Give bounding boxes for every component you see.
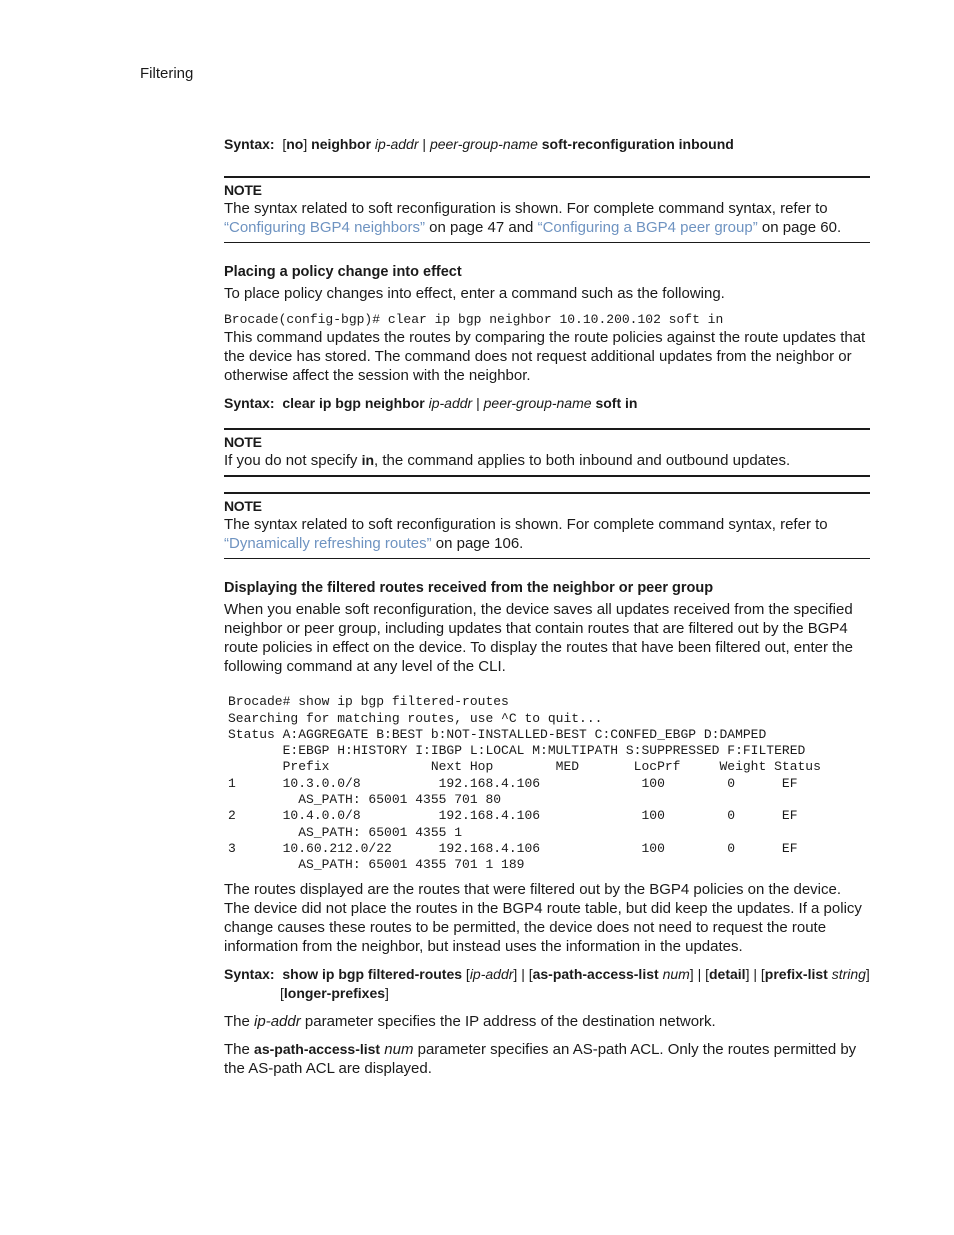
link-dynamically-refreshing-routes[interactable]: “Dynamically refreshing routes” [224,535,432,553]
note-label: NOTE [224,434,262,451]
note-body [224,199,870,237]
bracket: ] [745,965,750,982]
keyword-as-path-access-list: as-path-access-list [532,965,659,982]
bracket: ] [865,965,870,982]
note-text: If you do not specify [224,452,358,470]
param-peer-group-name: peer-group-name [483,395,592,412]
running-head: Filtering [140,65,194,82]
syntax-label: Syntax: [224,395,275,412]
pipe: | [521,965,525,982]
cli-line: E:EBGP H:HISTORY I:IBGP L:LOCAL M:MULTIPATH S:SUPPRESSED F:FILTERED [228,743,806,759]
keyword-clear-ip-bgp-neighbor: clear ip bgp neighbor [282,395,425,412]
syntax-label: Syntax: [224,136,275,152]
cli-line: AS_PATH: 65001 4355 1 [228,824,463,840]
syntax-show-ip-bgp-filtered-routes [224,965,870,1003]
section-heading: Displaying the filtered routes received from the neighbor or peer group [224,580,714,597]
bracket: [ [280,984,284,1001]
param-ip-addr: ip-addr [428,395,473,412]
keyword-in: in [361,452,375,469]
param-ip-addr: ip-addr [469,965,514,982]
bracket: ] [385,984,389,1001]
cli-line: Status A:AGGREGATE B:BEST b:NOT-INSTALLED-BEST C:CONFED_EBGP D:DAMPED [228,726,767,742]
keyword-soft-in: soft in [595,395,638,412]
bracket: ] [303,136,308,152]
note-label: NOTE [224,182,262,198]
note-box [224,492,870,559]
link-configuring-bgp4-peer-group[interactable]: “Configuring a BGP4 peer group” [537,219,758,236]
keyword-show-ip-bgp-filtered-routes: show ip bgp filtered-routes [282,965,463,982]
body-text: To place policy changes into effect, enter a command such as the following. [224,285,725,302]
keyword-no: no [286,136,304,152]
bracket: ] [513,965,518,982]
body-text: When you enable soft reconfiguration, the device saves all updates received from the specified neighbor or peer group, including updates that contain routes that are filtered out by the BGP4 route policies in effect on the device. To display the routes that have been filtered out, enter the following command at any level of the CLI. [224,601,854,676]
pipe: | [753,965,757,982]
param-string: string [831,965,866,982]
param-peer-group-name: peer-group-name [429,136,538,152]
cli-line: 3 10.60.212.0/22 192.168.4.106 100 0 EF [228,840,798,856]
cli-line: Brocade# show ip bgp filtered-routes [228,694,509,710]
param-num: num [384,1040,414,1058]
bracket: [ [528,965,533,982]
note-text: on page 47 and [429,219,534,236]
cli-line: AS_PATH: 65001 4355 701 80 [228,792,502,808]
pipe: | [422,136,427,152]
note-label: NOTE [224,498,262,515]
page-content [224,135,870,1078]
note-text: on page 106. [435,535,524,553]
bracket: ] [689,965,694,982]
note-body [224,451,870,470]
keyword-soft-reconfiguration: soft-reconfiguration inbound [541,136,734,152]
note-text: , the command applies to both inbound and outbound updates. [374,452,791,470]
body-text: This command updates the routes by comparing the route policies against the route updates that the device has stored. The command does not request additional updates from the neighbor or otherwise affect the session with the neighbor. [224,329,866,385]
param-description-ip-addr: The ip-addr parameter specifies the IP address of the destination network. [224,1012,716,1030]
note-text: on page 60. [761,219,842,236]
body-text: The routes displayed are the routes that were filtered out by the BGP4 policies on the device. The device did not place the routes in the BGP4 route table, but did keep the updates. If a policy change causes these routes to be permitted, the device does not need to request the route information from the neighbor, but instead uses the information in the updates. [224,880,862,955]
link-configuring-bgp4-neighbors[interactable]: “Configuring BGP4 neighbors” [224,219,425,236]
keyword-prefix-list: prefix-list [764,965,828,982]
note-body [224,515,870,553]
bracket: [ [705,965,709,982]
note-text: The syntax related to soft reconfiguration is shown. For complete command syntax, refer to [224,200,828,217]
note-box [224,428,870,477]
keyword-longer-prefixes: longer-prefixes [283,984,386,1001]
bracket: [ [760,965,765,982]
keyword-neighbor: neighbor [311,136,372,152]
syntax-soft-reconfiguration [224,135,870,154]
syntax-label: Syntax: [224,965,275,982]
cli-line: 2 10.4.0.0/8 192.168.4.106 100 0 EF [228,808,798,824]
code-sample: Brocade(config-bgp)# clear ip bgp neighbor 10.10.200.102 soft in [224,312,724,327]
bracket: [ [465,965,470,982]
note-box [224,176,870,243]
param-ip-addr: ip-addr [374,136,419,152]
param-num: num [662,965,690,982]
cli-line: Prefix Next Hop MED LocPrf Weight Status [228,759,821,775]
pipe: | [476,395,480,412]
section-heading: Placing a policy change into effect [224,264,462,280]
pipe: | [697,965,702,982]
cli-line: AS_PATH: 65001 4355 701 1 189 [228,857,525,873]
param-description-as-path-access-list: The as-path-access-list num parameter specifies an AS-path ACL. Only the routes permitted by the AS-path ACL are displayed. [224,1040,857,1077]
cli-output [224,694,870,873]
keyword-detail: detail [709,965,746,982]
cli-line: Searching for matching routes, use ^C to quit... [228,710,603,726]
note-text: The syntax related to soft reconfiguration is shown. For complete command syntax, refer to [224,516,828,534]
param-ip-addr: ip-addr [254,1012,301,1030]
syntax-clear-ip-bgp [224,394,870,413]
cli-line: 1 10.3.0.0/8 192.168.4.106 100 0 EF [228,775,798,791]
bracket: [ [282,136,287,152]
keyword-as-path-access-list: as-path-access-list [254,1040,381,1057]
